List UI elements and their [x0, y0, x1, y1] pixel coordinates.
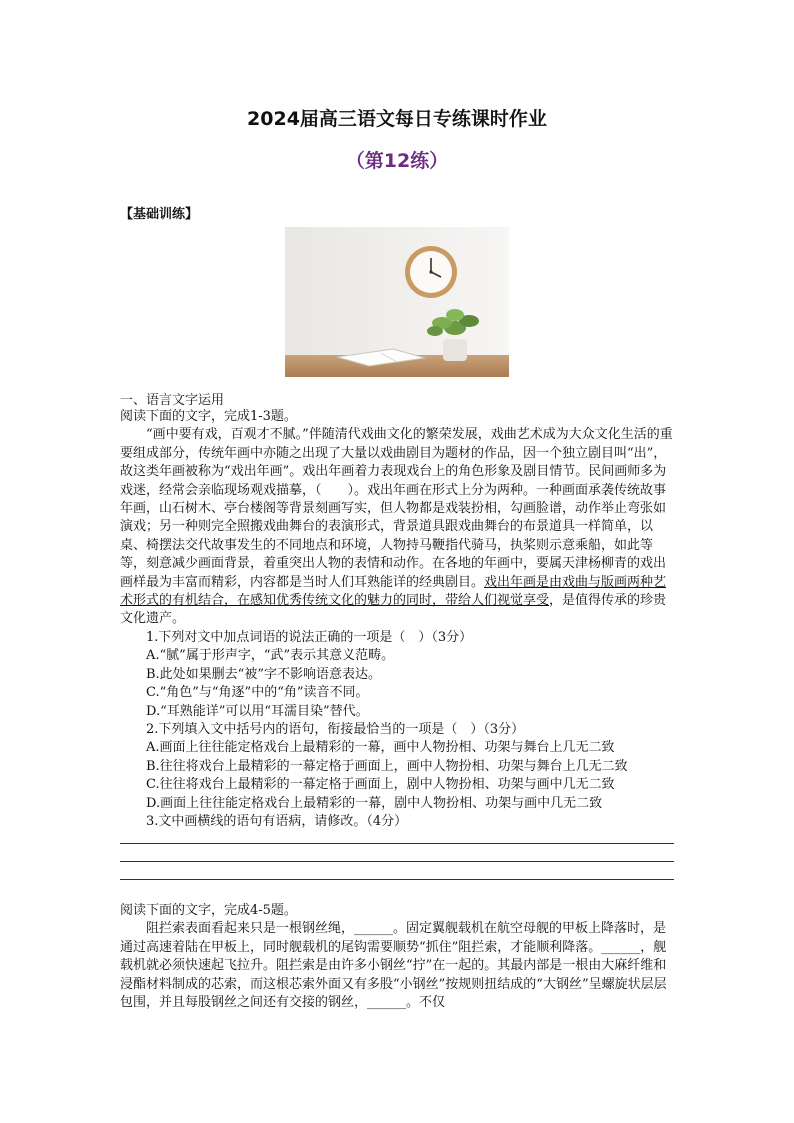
reading-instruction-2: 阅读下面的文字，完成4-5题。 [120, 903, 297, 918]
question-1: 1.下列对文中加点词语的说法正确的一项是（ ）（3分） [146, 629, 473, 645]
reading-instruction: 阅读下面的文字，完成1-3题。 [120, 409, 297, 424]
reading-passage-2: 阻拦索表面看起来只是一根钢丝绳，______。固定翼舰载机在航空母舰的甲板上降落时，是通过高速着陆在甲板上，同时舰载机的尾钩需要顺势“抓住”阻拦索，才能顺利降落。______，舰载机就必须快速起飞拉升。阻拦索是由许多小钢丝“拧”在一起的。其最内部是一根由大麻纤维和浸酯材料制成的芯索，而这根芯索外面又有多股“小钢丝”按规则扭结成的“大钢丝”呈螺旋状层层包围，并且每股钢丝之间还有交接的钢丝，______。不仅 [120, 921, 667, 1011]
section2-content [120, 902, 674, 1012]
q1-option-d: D.“耳熟能详”可以用“耳濡目染”替代。 [146, 703, 369, 719]
answer-line [120, 879, 674, 880]
page-title: 2024届高三语文每日专练课时作业 [247, 108, 547, 130]
page-subtitle: （第12练） [345, 150, 449, 172]
passage-text: “画中要有戏，百观才不腻。”伴随清代戏曲文化的繁荣发展，戏曲艺术成为大众文化生活的重要组成部分，传统年画中亦随之出现了大量以戏曲剧目为题材的作品，因一个独立剧目叫“出”，故这类年画被称为“戏出年画”。戏出年画着力表现戏台上的角色形象及剧目情节。民间画师多为戏迷，经常会亲临现场观戏描摹，（ ）。戏出年画在形式上分为两种。一种画面承袭传统故事年画，山石树木、亭台楼阁等背景刻画写实，但人物都是戏装扮相，勾画脸谱，动作举止弯张如演戏；另一种则完全照搬戏曲舞台的表演形式，背景道具跟戏曲舞台的布景道具一样简单，以桌、椅摆法交代故事发生的不同地点和环境，人物持马鞭指代骑马，执桨则示意乘船，如此等等，刻意减少画面背景，着重突出人物的表情和动作。在各地的年画中，要属天津杨柳青的戏出画样最为丰富而精彩，内容都是当时人们耳熟能详的经典剧目。 [120, 427, 673, 590]
answer-line [120, 861, 674, 862]
clock-plant-book-photo [285, 227, 509, 377]
question-2: 2.下列填入文中括号内的语句，衔接最恰当的一项是（ ）（3分） [146, 721, 525, 737]
q1-option-b: B.此处如果删去“被”字不影响语意表达。 [146, 666, 381, 682]
reading-passage [120, 426, 674, 628]
photo-illustration [285, 227, 509, 377]
question-3: 3.文中画横线的语句有语病，请修改。（4分） [146, 813, 408, 829]
q1-option-a: A.“腻”属于形声字，“武”表示其意义范畴。 [146, 648, 395, 664]
answer-line [120, 843, 674, 844]
section-heading: 一、语言文字运用 [120, 393, 225, 408]
q2-option-c: C.往往将戏台上最精彩的一幕定格于画面上，剧中人物扮相、功架与画中几无二致 [146, 777, 615, 793]
q2-option-b: B.往往将戏台上最精彩的一幕定格于画面上，画中人物扮相、功架与舞台上几无二致 [146, 758, 628, 774]
q2-option-a: A.画面上往往能定格戏台上最精彩的一幕，画中人物扮相、功架与舞台上几无二致 [146, 740, 615, 756]
passage-end: ，是值得传承的珍贵文化遗产。 [120, 593, 667, 627]
underlined-sentence: 戏出年画是由戏曲与版画两种艺术形式的有机结合，在感知优秀传统文化的魅力的同时，带给人们视觉享受 [120, 574, 667, 609]
q2-option-d: D.画面上往往能定格戏台上最精彩的一幕，剧中人物扮相、功架与画中几无二致 [146, 795, 603, 811]
section-tag: 【基础训练】 [120, 207, 199, 222]
q1-option-c: C.“角色”与“角逐”中的“角”读音不同。 [146, 685, 369, 701]
section1-content [120, 408, 674, 831]
